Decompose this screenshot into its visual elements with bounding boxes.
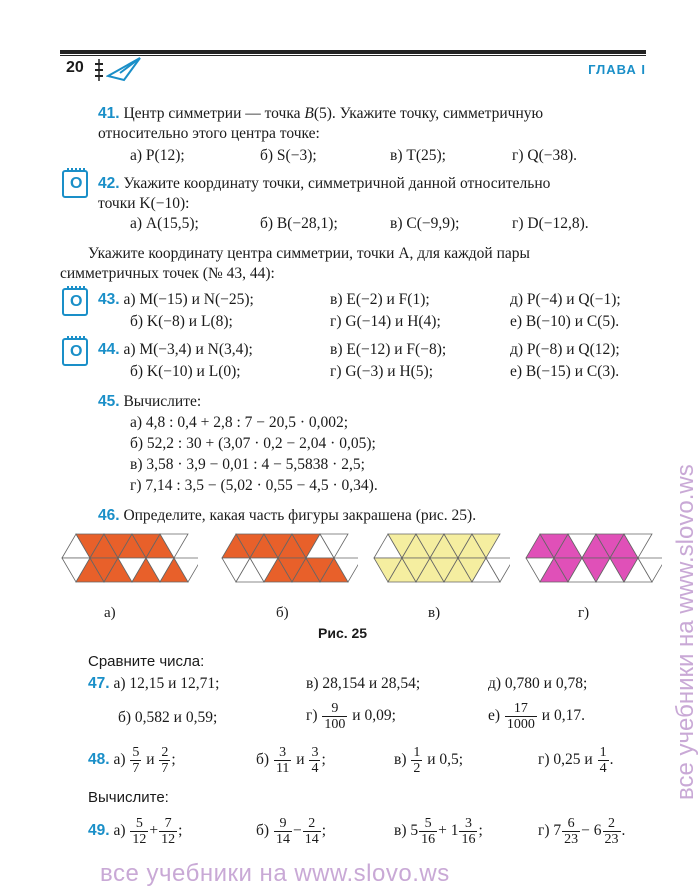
exercise-48: 48. а) $\frac{5}{7}$ и $\frac{2}{7}$ ; (88, 744, 176, 776)
figure-caption: Рис. 25 (318, 625, 368, 641)
fraction: $\frac{6}{23}$ (564, 815, 579, 847)
compute-title: Вычислите: (88, 789, 169, 806)
ex49-b: б) $\frac{9}{14}$ − $\frac{2}{14}$ ; (256, 815, 326, 847)
ex48-d: г) 0,25 и $\frac{1}{4}$ . (538, 744, 614, 776)
compare-title: Сравните числа: (88, 653, 205, 670)
exercise-42: 42. Укажите координату точки, симметричной данной относительно (98, 175, 551, 192)
figure-a-triangles (58, 530, 198, 600)
notebook-o-icon: O (62, 338, 88, 366)
ex42-d: г) D(−12,8). (512, 215, 589, 232)
exercise-47: 47. а) 12,15 и 12,71; (88, 675, 220, 692)
ex44-v: в) E(−12) и F(−8); (330, 341, 447, 358)
fraction: $\frac{3}{16}$ (461, 815, 476, 847)
paper-plane-icon (106, 56, 142, 82)
header-rule (60, 50, 646, 54)
spiral-icon (94, 59, 104, 81)
ex47-v: в) 28,154 и 28,54; (306, 675, 421, 692)
exercise-49: 49. а) $\frac{5}{12}$ + $\frac{7}{12}$ ; (88, 815, 183, 847)
fraction: $\frac{9}{100}$ (324, 700, 346, 732)
ex47-e: е) $\frac{17}{1000}$ и 0,17. (488, 700, 585, 732)
ex43-v: в) E(−2) и F(1); (330, 291, 430, 308)
exercise-46: 46. Определите, какая часть фигуры закрашена (рис. 25). (98, 507, 477, 524)
fraction: $\frac{3}{11}$ (275, 744, 290, 776)
ex45-d: г) 7,14 : 3,5 − (5,02 · 0,55 − 4,5 · 0,34). (130, 477, 378, 494)
exercise-41-line2: относительно этого центра точке: (98, 125, 320, 142)
fraction: $\frac{2}{14}$ (304, 815, 319, 847)
ex41-d: г) Q(−38). (512, 147, 578, 164)
fraction: $\frac{1}{4}$ (599, 744, 607, 776)
ex48-b: б) $\frac{3}{11}$ и $\frac{3}{4}$ ; (256, 744, 326, 776)
ex45-c: в) 3,58 · 3,9 − 0,01 : 4 − 5,5838 · 2,5; (130, 456, 365, 473)
figure-label-c: в) (428, 605, 441, 621)
notebook-o-icon: O (62, 170, 88, 198)
ex49-c: в) 5 $\frac{5}{16}$ + 1 $\frac{3}{16}$ ; (394, 815, 483, 847)
watermark-side: все учебники на www.slovo.ws (672, 464, 699, 800)
ex47-b: б) 0,582 и 0,59; (118, 709, 218, 726)
exercise-45: 45. Вычислите: (98, 393, 202, 410)
exercise-43: 43. а) M(−15) и N(−25); (98, 291, 254, 308)
figure-label-d: г) (578, 605, 590, 621)
fraction: $\frac{9}{14}$ (275, 815, 290, 847)
watermark-bottom: все учебники на www.slovo.ws (100, 860, 450, 887)
ex41-b: б) S(−3); (260, 147, 317, 164)
page-number: 20 (66, 59, 84, 76)
ex44-e: е) B(−15) и C(3). (510, 363, 620, 380)
fraction: $\frac{2}{7}$ (161, 744, 169, 776)
ex43-g: г) G(−14) и H(4); (330, 313, 441, 330)
ex44-b: б) K(−10) и L(0); (130, 363, 241, 380)
figure-label-b: б) (276, 605, 289, 621)
ex43-e: е) B(−10) и C(5). (510, 313, 620, 330)
exercise-42-line2: точки K(−10): (98, 195, 190, 212)
fraction: $\frac{1}{2}$ (413, 744, 421, 776)
fraction: $\frac{5}{7}$ (132, 744, 140, 776)
chapter-title: ГЛАВА I (588, 62, 646, 77)
intro-43-44-line1: Укажите координату центра симметрии, точки A, для каждой пары (88, 245, 530, 262)
intro-43-44-line2: симметричных точек (№ 43, 44): (60, 265, 275, 282)
fraction: $\frac{5}{12}$ (132, 815, 147, 847)
fraction: $\frac{7}{12}$ (161, 815, 176, 847)
ex47-d: д) 0,780 и 0,78; (488, 675, 588, 692)
ex43-b: б) K(−8) и L(8); (130, 313, 233, 330)
figure-d-triangles (522, 530, 662, 600)
watermark-side-wrapper (672, 80, 699, 800)
ex41-a: а) P(12); (130, 147, 185, 164)
fraction: $\frac{3}{4}$ (311, 744, 319, 776)
figure-b-triangles (218, 530, 358, 600)
header-rule-thin (60, 55, 646, 56)
figure-label-a: а) (104, 605, 116, 621)
ex44-g: г) G(−3) и H(5); (330, 363, 434, 380)
ex49-d: г) 7 $\frac{6}{23}$ − 6 $\frac{2}{23}$ . (538, 815, 626, 847)
ex45-a: а) 4,8 : 0,4 + 2,8 : 7 − 20,5 · 0,002; (130, 414, 349, 431)
ex45-b: б) 52,2 : 30 + (3,07 · 0,2 − 2,04 · 0,05); (130, 435, 376, 452)
ex44-d: д) P(−8) и Q(12); (510, 341, 620, 358)
ex41-c: в) T(25); (390, 147, 446, 164)
figure-c-triangles (370, 530, 510, 600)
page-header (60, 50, 646, 82)
ex43-d: д) P(−4) и Q(−1); (510, 291, 621, 308)
ex42-a: а) A(15,5); (130, 215, 199, 232)
exercise-41: 41. Центр симметрии — точка B(5). Укажите точку, симметричную (98, 105, 544, 122)
notebook-o-icon: O (62, 288, 88, 316)
fraction: $\frac{17}{1000}$ (506, 700, 535, 732)
ex42-b: б) B(−28,1); (260, 215, 338, 232)
fraction: $\frac{2}{23}$ (604, 815, 619, 847)
ex48-c: в) $\frac{1}{2}$ и 0,5; (394, 744, 464, 776)
exercise-44: 44. а) M(−3,4) и N(3,4); (98, 341, 253, 358)
fraction: $\frac{5}{16}$ (421, 815, 436, 847)
ex42-c: в) C(−9,9); (390, 215, 460, 232)
ex47-g: г) $\frac{9}{100}$ и 0,09; (306, 700, 396, 732)
